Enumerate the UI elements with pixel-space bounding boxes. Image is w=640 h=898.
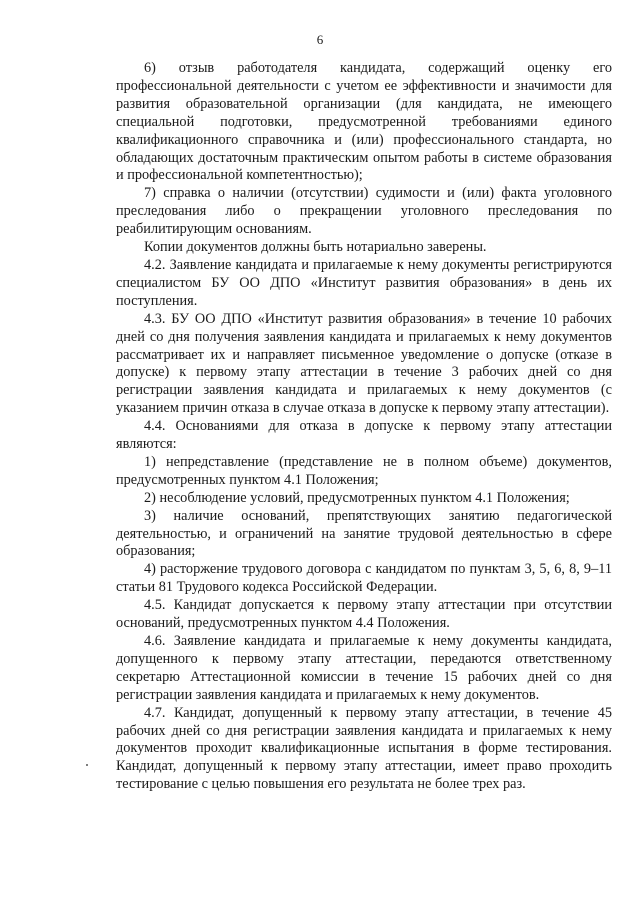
paragraph-4-7: 4.7. Кандидат, допущенный к первому этапу аттестации, в течение 45 рабочих дней со дня регистрации заявления кандидата и прилагаемых к нему документов проходит квалификационные испытания в форме тестирования. Кандидат, допущенный к первому этапу аттестации, имеет право проходить тестирование с целью повышения его результата не более трех раз. — [116, 704, 612, 793]
paragraph-4-5: 4.5. Кандидат допускается к первому этапу аттестации при отсутствии оснований, предусмотренных пунктом 4.4 Положения. — [116, 597, 612, 632]
paragraph-4-6: 4.6. Заявление кандидата и прилагаемые к нему документы кандидата, допущенного к первому этапу аттестации, передаются ответственному секретарю Аттестационной комиссии в течение 15 рабочих дней со дня регистрации заявления кандидата и прилагаемых к нему документов. — [116, 633, 612, 703]
paragraph-4-4: 4.4. Основаниями для отказа в допуске к первому этапу аттестации являются: — [116, 418, 612, 453]
document-body — [116, 60, 612, 794]
page-number: 6 — [316, 32, 324, 47]
paragraph-4-4-item-3: 3) наличие оснований, препятствующих занятию педагогической деятельностью, и ограничений на занятие трудовой деятельностью в сфере образования; — [116, 507, 612, 560]
paragraph-4-4-item-1: 1) непредставление (представление не в полном объеме) документов, предусмотренных пунктом 4.1 Положения; — [116, 453, 612, 488]
paragraph-item-7: 7) справка о наличии (отсутствии) судимости и (или) факта уголовного преследования либо о прекращении уголовного преследования по реабилитирующим основаниям. — [116, 185, 612, 238]
paragraph-4-4-item-2: 2) несоблюдение условий, предусмотренных пунктом 4.1 Положения; — [144, 489, 570, 506]
scan-speck — [86, 764, 88, 766]
paragraph-4-3: 4.3. БУ ОО ДПО «Институт развития образования» в течение 10 рабочих дней со дня получения заявления кандидата и прилагаемых к нему документов рассматривает их и направляет письменное уведомление о допуске (отказе в допуске) к первому этапу аттестации в течение 3 рабочих дней со дня регистрации заявления кандидата и прилагаемых к нему документов (с указанием причин отказа в случае отказа в допуске к первому этапу аттестации). — [116, 310, 612, 417]
paragraph-item-6: 6) отзыв работодателя кандидата, содержащий оценку его профессиональной деятельности с учетом ее эффективности и значимости для развития образовательной организации (для кандидата, не имеющего специальной подготовки, предусмотренной требованиями единого квалификационного справочника и (или) профессионального стандарта, но обладающих достаточным практическим опытом работы в системе образования и профессиональной компетентностью); — [116, 60, 612, 184]
paragraph-notarization: Копии документов должны быть нотариально заверены. — [144, 239, 487, 256]
paragraph-4-2: 4.2. Заявление кандидата и прилагаемые к нему документы регистрируются специалистом БУ ОО ДПО «Институт развития образования» в день их поступления. — [116, 256, 612, 309]
paragraph-4-4-item-4: 4) расторжение трудового договора с кандидатом по пунктам 3, 5, 6, 8, 9–11 статьи 81 Трудового кодекса Российской Федерации. — [116, 561, 612, 596]
